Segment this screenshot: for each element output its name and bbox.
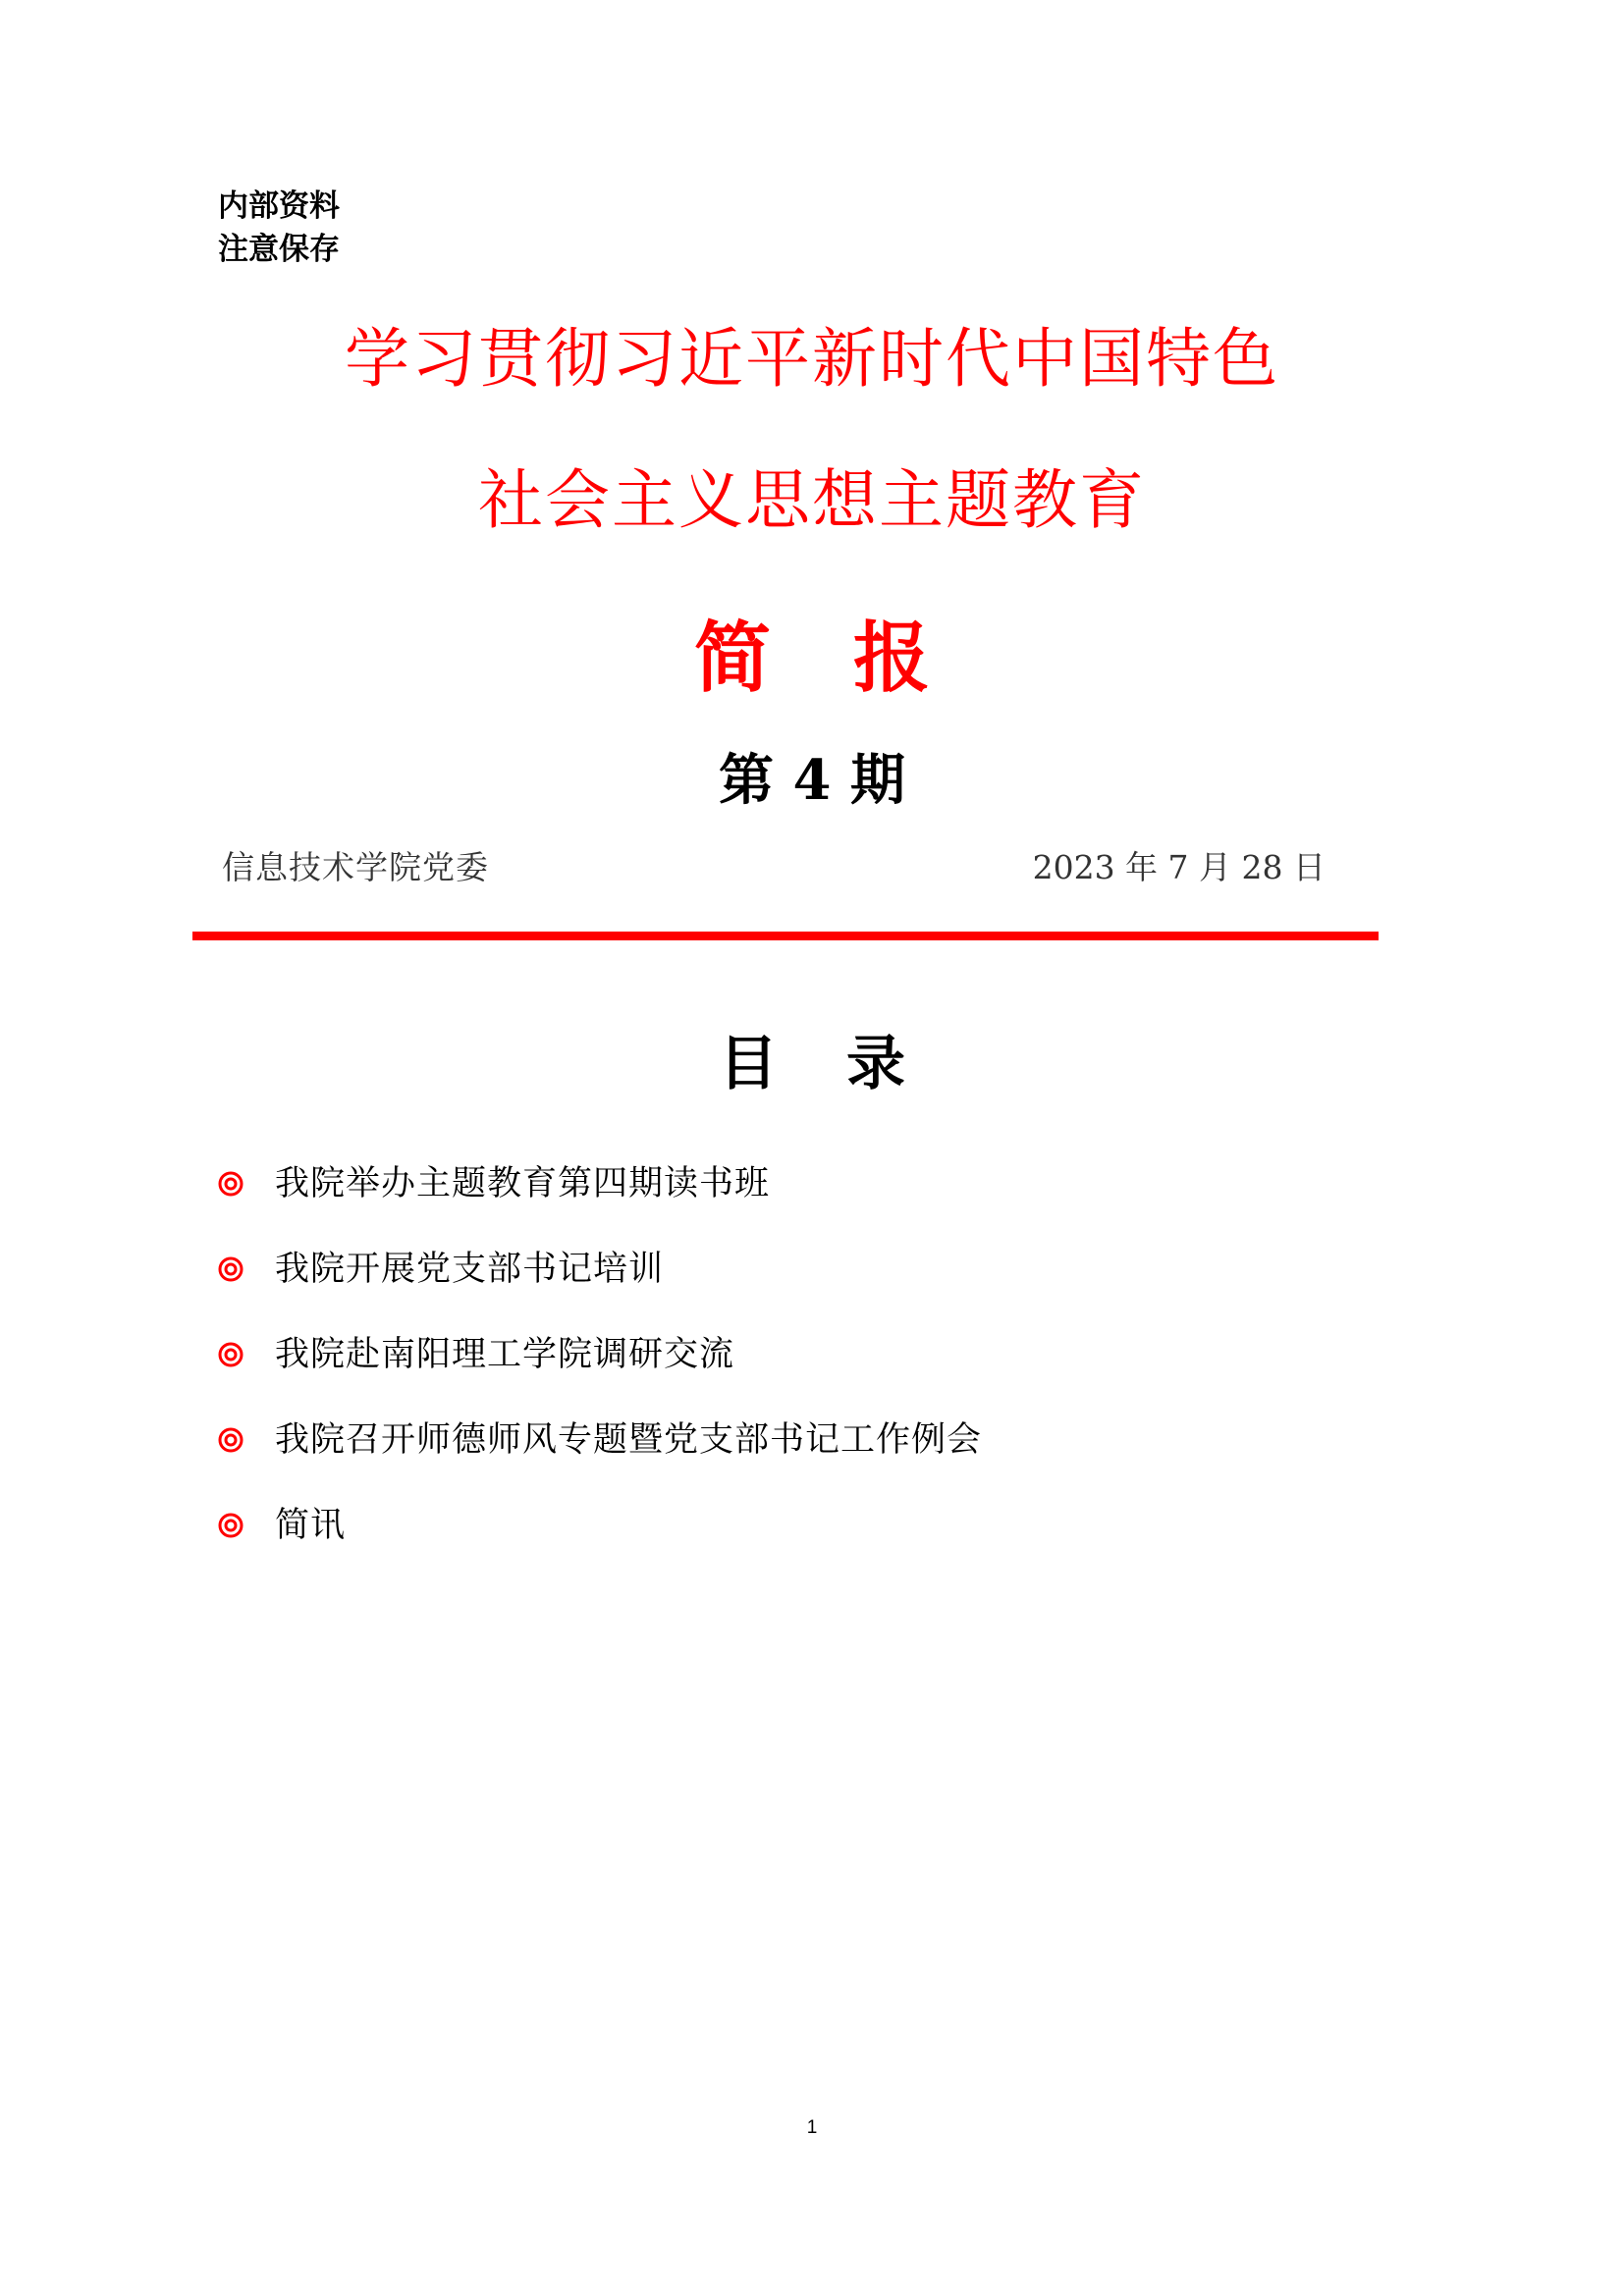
toc-item[interactable] <box>218 1141 1396 1226</box>
toc-item-label: 简讯 <box>275 1505 347 1545</box>
toc-item-label: 我院召开师德师风专题暨党支部书记工作例会 <box>275 1419 983 1460</box>
toc-item-label: 我院赴南阳理工学院调研交流 <box>275 1334 735 1374</box>
issue-number: 第 4 期 <box>719 748 905 813</box>
toc-item[interactable] <box>218 1226 1396 1311</box>
publisher-org: 信息技术学院党委 <box>222 848 489 886</box>
double-circle-icon <box>218 1427 244 1453</box>
double-circle-icon <box>218 1256 244 1282</box>
double-circle-icon <box>218 1342 244 1367</box>
title-line-2: 社会主义思想主题教育 <box>478 462 1146 538</box>
double-circle-icon <box>218 1171 244 1197</box>
toc-heading: 目录 <box>719 1030 974 1098</box>
publish-date: 2023 年 7 月 28 日 <box>1032 848 1326 886</box>
internal-material-label: 内部资料 <box>218 188 340 224</box>
keep-safe-label: 注意保存 <box>218 232 340 267</box>
toc-item[interactable] <box>218 1397 1396 1482</box>
toc-item[interactable] <box>218 1311 1396 1397</box>
toc-list <box>218 1141 1396 1568</box>
double-circle-icon <box>218 1513 244 1538</box>
title-line-1: 学习贯彻习近平新时代中国特色 <box>345 321 1279 397</box>
toc-item[interactable] <box>218 1482 1396 1568</box>
red-divider <box>192 932 1379 940</box>
page-number: 1 <box>806 2117 818 2138</box>
toc-item-label: 我院开展党支部书记培训 <box>275 1249 665 1289</box>
brief-heading: 简报 <box>693 614 1012 703</box>
toc-item-label: 我院举办主题教育第四期读书班 <box>275 1163 771 1203</box>
